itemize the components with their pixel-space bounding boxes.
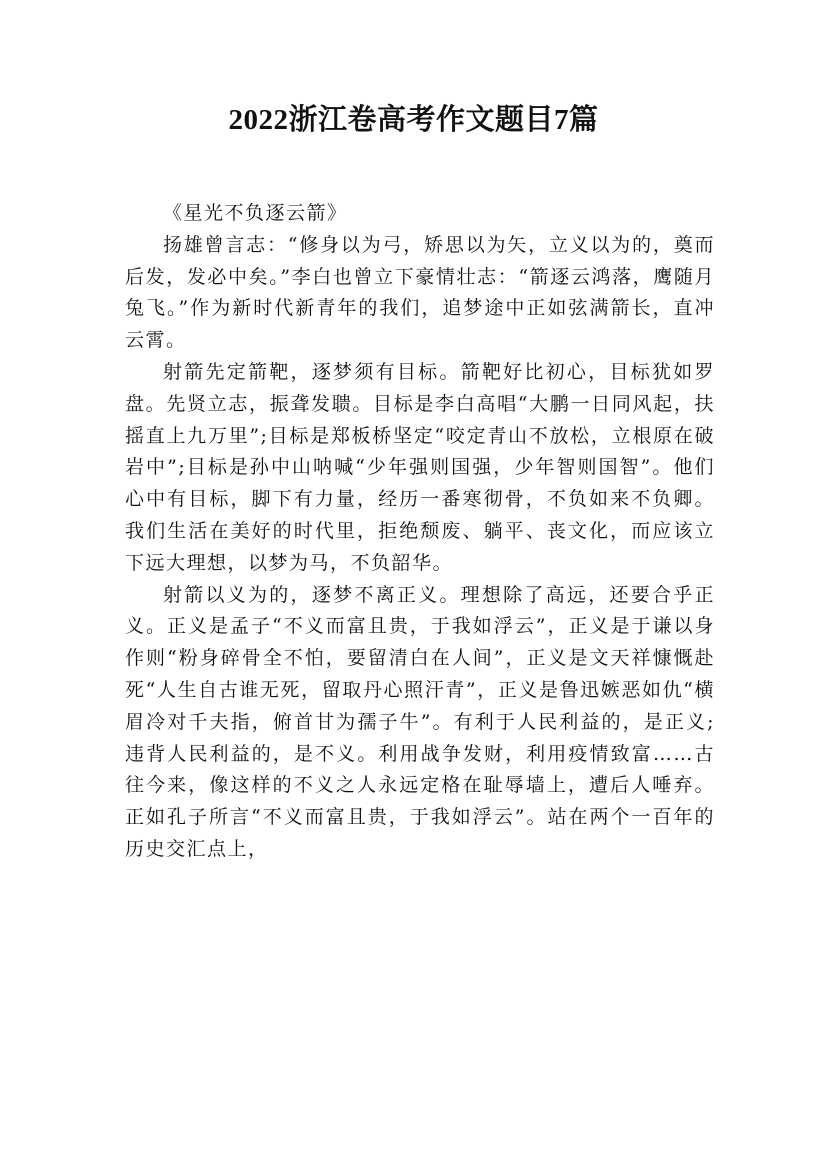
page-title: 2022浙江卷高考作文题目7篇 xyxy=(228,104,599,136)
paragraph-3: 射箭以义为的，逐梦不离正义。理想除了高远，还要合乎正义。正义是孟子“不义而富且贵，于我如浮云”，正义是于谦以身作则“粉身碎骨全不怕，要留清白在人间”，正义是文天祥慷慨赴死“人生自古谁无死，留取丹心照汗青”，正义是鲁迅嫉恶如仇“横眉冷对千夫指，俯首甘为孺子牛”。有利于人民利益的，是正义;违背人民利益的，是不义。利用战争发财，利用疫情致富……古往今来，像这样的不义之人永远定格在耻辱墙上，遭后人唾弃。正如孔子所言“不义而富且贵，于我如浮云”。站在两个一百年的历史交汇点上， xyxy=(125,583,715,860)
essay-body xyxy=(125,198,715,866)
paragraph-1: 扬雄曾言志：“修身以为弓，矫思以为矢，立义以为的，奠而后发，发必中矣。”李白也曾立下豪情壮志：“箭逐云鸿落，鹰随月兔飞。”作为新时代新青年的我们，追梦途中正如弦满箭长，直冲云霄。 xyxy=(125,233,715,352)
essay-title: 《星光不负逐云箭》 xyxy=(163,202,348,224)
paragraph-2: 射箭先定箭靶，逐梦须有目标。箭靶好比初心，目标犹如罗盘。先贤立志，振聋发聩。目标是李白高唱“大鹏一日同风起，扶摇直上九万里”;目标是郑板桥坚定“咬定青山不放松，立根原在破岩中”;目标是孙中山呐喊“少年强则国强，少年智则国智”。他们心中有目标，脚下有力量，经历一番寒彻骨，不负如来不负卿。我们生活在美好的时代里，拒绝颓废、躺平、丧文化，而应该立下远大理想，以梦为马，不负韶华。 xyxy=(125,360,715,574)
